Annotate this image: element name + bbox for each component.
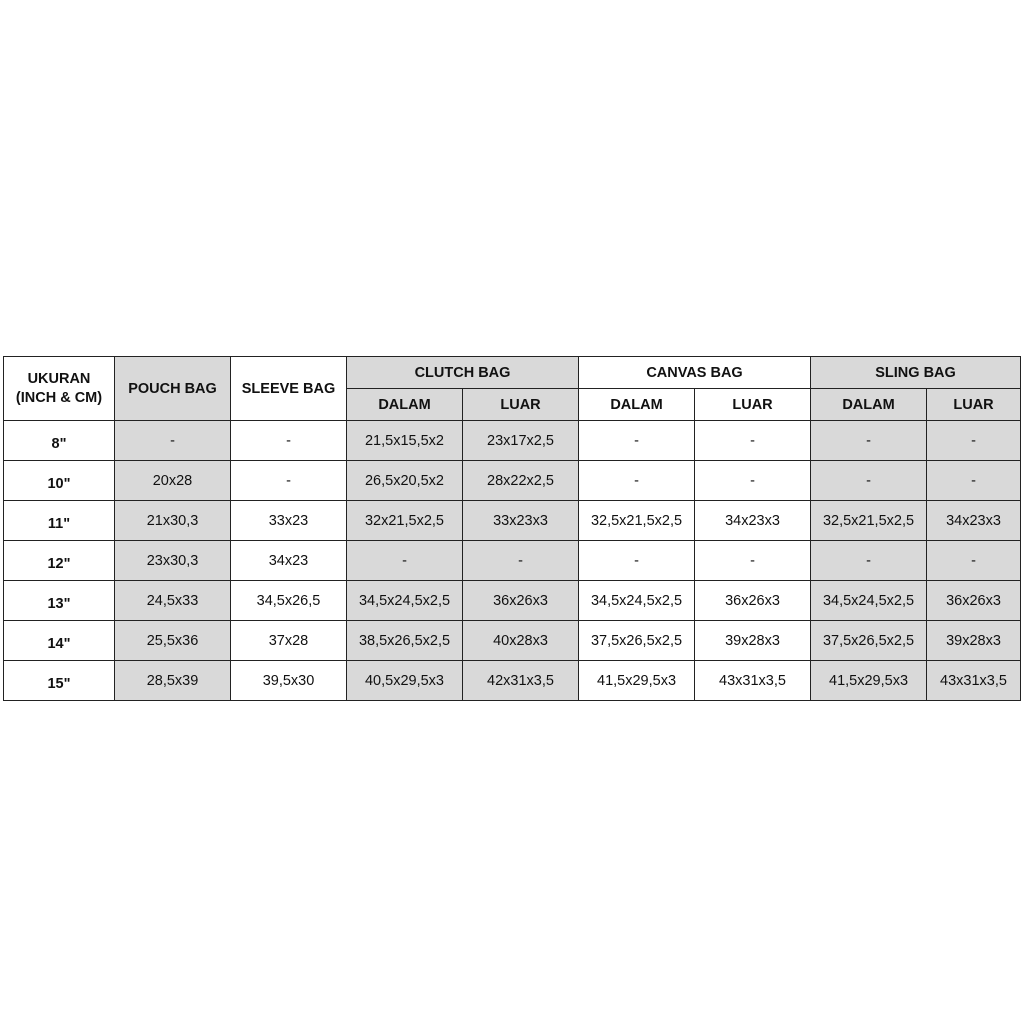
header-clutch-bag: CLUTCH BAG xyxy=(347,357,579,389)
cell-clutch-dalam: 40,5x29,5x3 xyxy=(347,661,463,701)
table-row xyxy=(4,421,1021,461)
cell-sleeve: 33x23 xyxy=(231,501,347,541)
cell-clutch-dalam: 32x21,5x2,5 xyxy=(347,501,463,541)
table-row xyxy=(4,661,1021,701)
cell-sling-luar: 36x26x3 xyxy=(927,581,1021,621)
header-pouch-bag: POUCH BAG xyxy=(115,357,231,421)
cell-sleeve: 39,5x30 xyxy=(231,661,347,701)
cell-clutch-dalam: 21,5x15,5x2 xyxy=(347,421,463,461)
cell-clutch-luar: 40x28x3 xyxy=(463,621,579,661)
table-body xyxy=(4,421,1021,701)
header-canvas-dalam: DALAM xyxy=(579,389,695,421)
cell-canvas-dalam: - xyxy=(579,541,695,581)
cell-pouch: 24,5x33 xyxy=(115,581,231,621)
cell-clutch-dalam: 38,5x26,5x2,5 xyxy=(347,621,463,661)
cell-pouch: 25,5x36 xyxy=(115,621,231,661)
cell-canvas-luar: 34x23x3 xyxy=(695,501,811,541)
row-size-label: 8" xyxy=(4,421,115,461)
cell-sling-luar: - xyxy=(927,461,1021,501)
cell-canvas-luar: 39x28x3 xyxy=(695,621,811,661)
cell-canvas-dalam: 41,5x29,5x3 xyxy=(579,661,695,701)
cell-sling-dalam: 41,5x29,5x3 xyxy=(811,661,927,701)
cell-clutch-dalam: - xyxy=(347,541,463,581)
cell-canvas-dalam: - xyxy=(579,461,695,501)
cell-sleeve: 34,5x26,5 xyxy=(231,581,347,621)
row-size-label: 12" xyxy=(4,541,115,581)
cell-sling-dalam: - xyxy=(811,541,927,581)
cell-canvas-luar: 43x31x3,5 xyxy=(695,661,811,701)
cell-pouch: 23x30,3 xyxy=(115,541,231,581)
row-size-label: 15" xyxy=(4,661,115,701)
cell-clutch-luar: 28x22x2,5 xyxy=(463,461,579,501)
cell-canvas-luar: - xyxy=(695,461,811,501)
cell-sling-luar: - xyxy=(927,541,1021,581)
cell-clutch-luar: 33x23x3 xyxy=(463,501,579,541)
table-row xyxy=(4,621,1021,661)
bag-size-table xyxy=(3,356,1021,701)
cell-clutch-luar: 36x26x3 xyxy=(463,581,579,621)
header-clutch-dalam: DALAM xyxy=(347,389,463,421)
cell-sling-dalam: 37,5x26,5x2,5 xyxy=(811,621,927,661)
cell-canvas-luar: - xyxy=(695,421,811,461)
cell-sleeve: - xyxy=(231,421,347,461)
header-sling-dalam: DALAM xyxy=(811,389,927,421)
cell-canvas-luar: - xyxy=(695,541,811,581)
cell-sling-luar: 43x31x3,5 xyxy=(927,661,1021,701)
table-row xyxy=(4,541,1021,581)
cell-pouch: 28,5x39 xyxy=(115,661,231,701)
cell-canvas-dalam: 34,5x24,5x2,5 xyxy=(579,581,695,621)
cell-sling-dalam: - xyxy=(811,421,927,461)
cell-canvas-dalam: 32,5x21,5x2,5 xyxy=(579,501,695,541)
table-row xyxy=(4,461,1021,501)
cell-sling-dalam: 34,5x24,5x2,5 xyxy=(811,581,927,621)
row-size-label: 13" xyxy=(4,581,115,621)
table-row xyxy=(4,501,1021,541)
row-size-label: 10" xyxy=(4,461,115,501)
cell-sling-dalam: 32,5x21,5x2,5 xyxy=(811,501,927,541)
cell-sling-luar: 39x28x3 xyxy=(927,621,1021,661)
cell-clutch-luar: 23x17x2,5 xyxy=(463,421,579,461)
cell-clutch-dalam: 34,5x24,5x2,5 xyxy=(347,581,463,621)
header-canvas-luar: LUAR xyxy=(695,389,811,421)
corner-label-line2: (INCH & CM) xyxy=(15,389,103,406)
header-sleeve-bag: SLEEVE BAG xyxy=(231,357,347,421)
cell-sling-luar: - xyxy=(927,421,1021,461)
cell-clutch-luar: 42x31x3,5 xyxy=(463,661,579,701)
header-clutch-luar: LUAR xyxy=(463,389,579,421)
cell-clutch-dalam: 26,5x20,5x2 xyxy=(347,461,463,501)
cell-pouch: 20x28 xyxy=(115,461,231,501)
row-size-label: 14" xyxy=(4,621,115,661)
cell-pouch: - xyxy=(115,421,231,461)
cell-sling-luar: 34x23x3 xyxy=(927,501,1021,541)
cell-canvas-dalam: - xyxy=(579,421,695,461)
cell-sleeve: 34x23 xyxy=(231,541,347,581)
cell-clutch-luar: - xyxy=(463,541,579,581)
cell-canvas-dalam: 37,5x26,5x2,5 xyxy=(579,621,695,661)
cell-pouch: 21x30,3 xyxy=(115,501,231,541)
corner-label-line1: UKURAN xyxy=(27,370,91,387)
corner-header xyxy=(4,357,115,421)
row-size-label: 11" xyxy=(4,501,115,541)
cell-sling-dalam: - xyxy=(811,461,927,501)
table-row xyxy=(4,581,1021,621)
cell-canvas-luar: 36x26x3 xyxy=(695,581,811,621)
header-sling-bag: SLING BAG xyxy=(811,357,1021,389)
cell-sleeve: 37x28 xyxy=(231,621,347,661)
header-sling-luar: LUAR xyxy=(927,389,1021,421)
cell-sleeve: - xyxy=(231,461,347,501)
header-canvas-bag: CANVAS BAG xyxy=(579,357,811,389)
